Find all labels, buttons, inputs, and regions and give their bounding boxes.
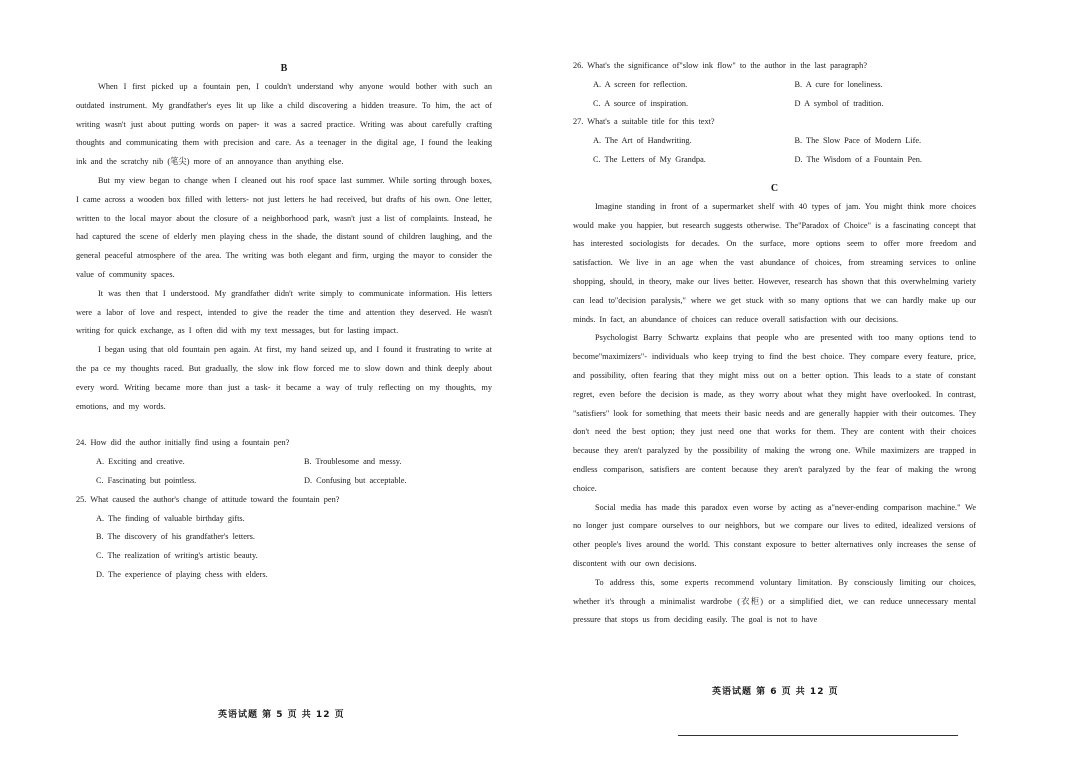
option-d: D. Confusing but acceptable. [304,475,407,485]
option-c: C. The realization of writing's artistic beauty. [96,551,258,561]
left-page [76,60,492,585]
option-c: C. The Letters of My Grandpa. [593,154,706,164]
option-a: A. The finding of valuable birthday gifts. [96,513,245,523]
question-25 [76,491,492,585]
passage-c-paragraph-1: Imagine standing in front of a supermarket shelf with 40 types of jam. You might think more choices would make you happier, but research suggests otherwise. The"Paradox of Choice" is a fascinating concept that has interested sociologists for decades. On the surface, more options seem to offer more freedom and satisfaction. We live in an age when the vast abundance of choices, from streaming services to online shopping, should, in theory, make our lives better. However, research has shown that this overwhelming variety can lead to"decision paralysis," where we get stuck with so many options that we can hardly make up our minds. In fact, an abundance of choices can reduce overall satisfaction with our decisions. [573,201,976,324]
passage-b-paragraph-4: I began using that old fountain pen again. At first, my hand seized up, and I found it frustrating to write at the pa ce my thoughts raced. But gradually, the slow ink flow forced me to slow down and think deeply about every word. Writing became more than just a task- it became a way of truly reflecting on my thoughts, my emotions, and my words. [76,345,492,411]
question-stem: 24. How did the author initially find using a fountain pen? [76,438,290,448]
passage-c-paragraph-2: Psychologist Barry Schwartz explains that people who are presented with too many options tend to become"maximizers"- individuals who keep trying to find the best choice. They compare every feature, price, and possibility, often fearing that they might miss out on a better option. This leads to a state of constant regret, even before the decision is made, as they worry about what they might have overlooked. In contrast, "satisfiers" look for something that meets their basic needs and are generally happier with their outcomes. They don't need the best option; they just need one that works for them. They are content with their choices because they aren't paralyzed by the possibility of making the wrong one. While maximizers are trapped in endless comparison, satisfiers are content because they aren't paralyzed by the fear of making the wrong choice. [573,333,976,493]
right-page-footer: 英语试题 第 6 页 共 12 页 [712,687,839,697]
left-page-footer: 英语试题 第 5 页 共 12 页 [218,710,345,720]
section-label-b: B [280,63,288,74]
question-stem: 26. What's the significance of"slow ink flow" to the author in the last paragraph? [573,61,868,70]
option-b: B. Troublesome and messy. [304,457,402,467]
option-a: A. A screen for reflection. [593,79,688,89]
right-page [573,57,976,630]
option-b: B. The discovery of his grandfather's letters. [96,532,255,542]
option-a: A. Exciting and creative. [96,457,185,467]
passage-b-paragraph-2: But my view began to change when I cleaned out his roof space last summer. While sorting through boxes, I came across a wooden box filled with letters- not just letters he had received, but drafts of his own. One letter, written to the local mayor about the closure of a neighborhood park, wasn't just a list of complaints. Instead, he had captured the scene of elderly men playing chess in the shade, the distant sound of children laughing, and the general peaceful atmosphere of the area. The writing was both elegant and firm, urging the mayor to consider the value of community spaces. [76,175,492,279]
passage-b-paragraph-1: When I first picked up a fountain pen, I couldn't understand why anyone would bother with such an outdated instrument. My grandfather's eyes lit up like a child discovering a hidden treasure. To him, the act of writing wasn't just about putting words on paper- it was a sacred practice. Writing was about carefully crafting thoughts and communicating them with precision and care. As a teenager in the digital age, I found the leaking ink and the scratchy nib (笔尖) more of an annoyance than anything else. [76,82,492,167]
option-d: D. The experience of playing chess with elders. [96,569,268,579]
question-stem: 27. What's a suitable title for this text? [573,117,715,127]
passage-b-paragraph-3: It was then that I understood. My grandfather didn't write simply to communicate information. His letters were a labor of love and respect, intended to give the reader the time and attention they deserved. He wasn't writing for quick exchange, as I often did with my text messages, but for lasting impact. [76,288,492,336]
question-24 [76,434,492,490]
passage-c-paragraph-4: To address this, some experts recommend voluntary limitation. By consciously limiting our choices, whether it's through a minimalist wardrobe (衣柜) or a simplified diet, we can reduce unnecessary mental pressure that stops us from deciding easily. The goal is not to have [573,577,976,625]
option-b: B. The Slow Pace of Modern Life. [794,136,922,146]
option-a: A. The Art of Handwriting. [593,136,692,146]
question-stem: 25. What caused the author's change of attitude toward the fountain pen? [76,494,340,504]
passage-c-paragraph-3: Social media has made this paradox even worse by acting as a"never-ending comparison machine." We no longer just compare ourselves to our neighbors, but we compare our lives to edited, idealized versions of other people's lives around the world. This constant exposure to better alternatives only increases the sense of discontent with our own decisions. [573,502,976,568]
option-c: C. A source of inspiration. [593,98,689,108]
divider-line [678,735,958,736]
option-c: C. Fascinating but pointless. [96,475,197,485]
question-26 [573,57,976,113]
question-27 [573,113,976,169]
option-b: B. A cure for loneliness. [794,79,883,89]
option-d: D A symbol of tradition. [794,98,884,108]
option-d: D. The Wisdom of a Fountain Pen. [794,154,923,164]
section-label-c: C [770,182,779,194]
